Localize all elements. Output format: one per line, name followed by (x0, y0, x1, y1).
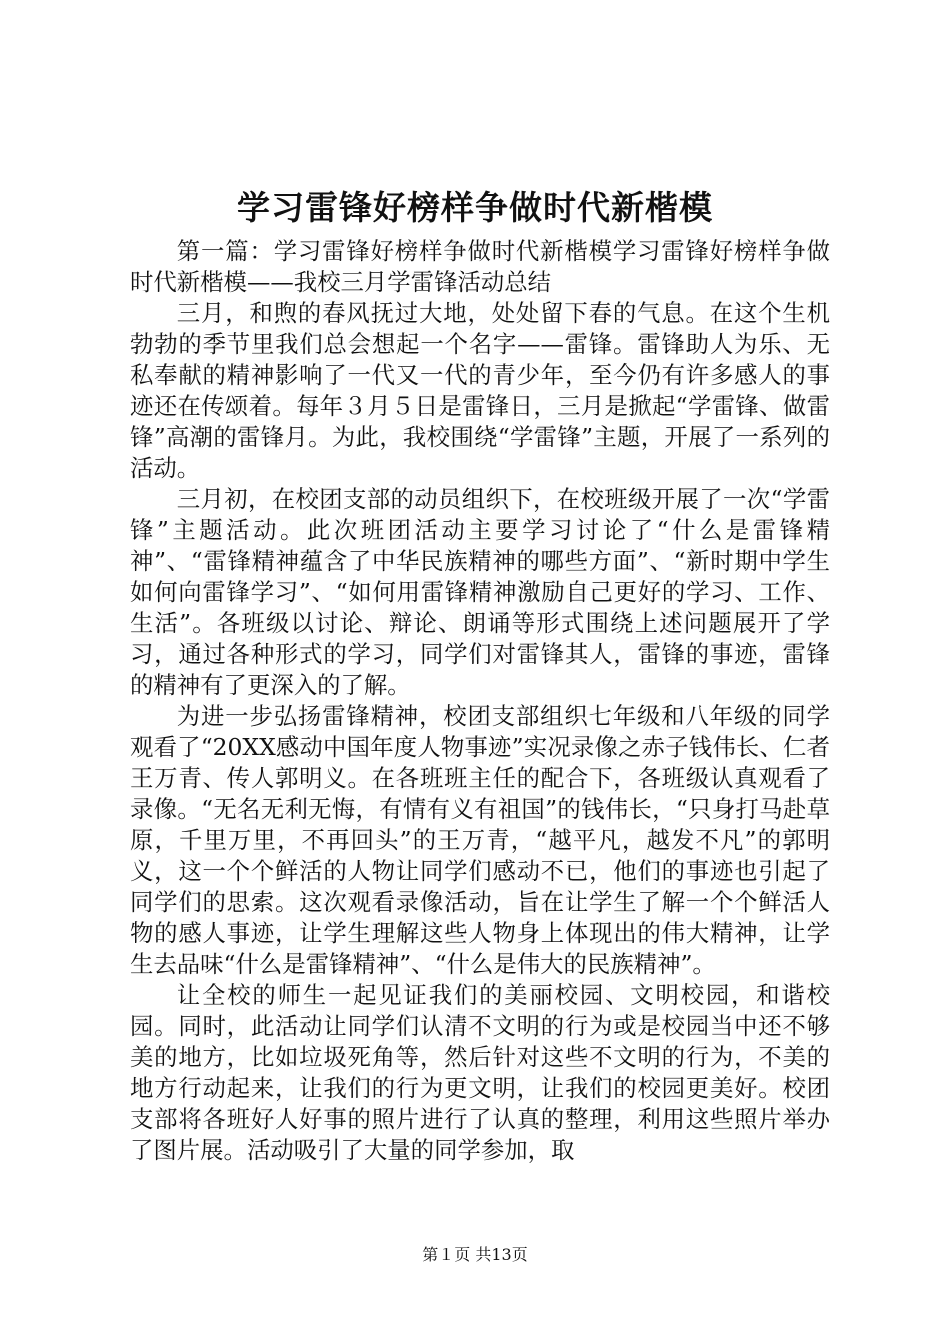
paragraph-2: 三月，和煦的春风抚过大地，处处留下春的气息。在这个生机勃勃的季节里我们总会想起一个名字——雷锋。雷锋助人为乐、无私奉献的精神影响了一代又一代的青少年，至今仍有许多感人的事迹还在传颂着。每年３月５日是雷锋日，三月是掀起“学雷锋、做雷锋”高潮的雷锋月。为此，我校围绕“学雷锋”主题，开展了一系列的活动。 (130, 299, 830, 482)
document-body (130, 236, 830, 1166)
paragraph-3: 三月初，在校团支部的动员组织下，在校班级开展了一次“学雷锋”主题活动。此次班团活动主要学习讨论了“什么是雷锋精神”、“雷锋精神蕴含了中华民族精神的哪些方面”、“新时期中学生如何向雷锋学习”、“如何用雷锋精神激励自己更好的学习、工作、生活”。各班级以讨论、辩论、朗诵等形式围绕上述问题展开了学习，通过各种形式的学习，同学们对雷锋其人，雷锋的事迹，雷锋的精神有了更深入的了解。 (130, 485, 830, 699)
document-title: 学习雷锋好榜样争做时代新楷模 (237, 188, 713, 227)
paragraph-5: 让全校的师生一起见证我们的美丽校园、文明校园，和谐校园。同时，此活动让同学们认清不文明的行为或是校园当中还不够美的地方，比如垃圾死角等，然后针对这些不文明的行为，不美的地方行动起来，让我们的行为更文明，让我们的校园更美好。校团支部将各班好人好事的照片进行了认真的整理，利用这些照片举办了图片展。活动吸引了大量的同学参加，取 (130, 981, 830, 1164)
paragraph-4: 为进一步弘扬雷锋精神，校团支部组织七年级和八年级的同学观看了“20XX感动中国年度人物事迹”实况录像之赤子钱伟长、仁者王万青、传人郭明义。在各班班主任的配合下，各班级认真观看了录像。“无名无利无悔，有情有义有祖国”的钱伟长，“只身打马赴草原，千里万里，不再回头”的王万青，“越平凡，越发不凡”的郭明义，这一个个鲜活的人物让同学们感动不已，他们的事迹也引起了同学们的思索。这次观看录像活动，旨在让学生了解一个个鲜活人物的感人事迹，让学生理解这些人物身上体现出的伟大精神，让学生去品味“什么是雷锋精神”、“什么是伟大的民族精神”。 (130, 702, 830, 978)
paragraph-1: 第一篇：学习雷锋好榜样争做时代新楷模学习雷锋好榜样争做时代新楷模——我校三月学雷锋活动总结 (130, 237, 830, 296)
page-footer: 第１页 共13页 (422, 1245, 528, 1264)
